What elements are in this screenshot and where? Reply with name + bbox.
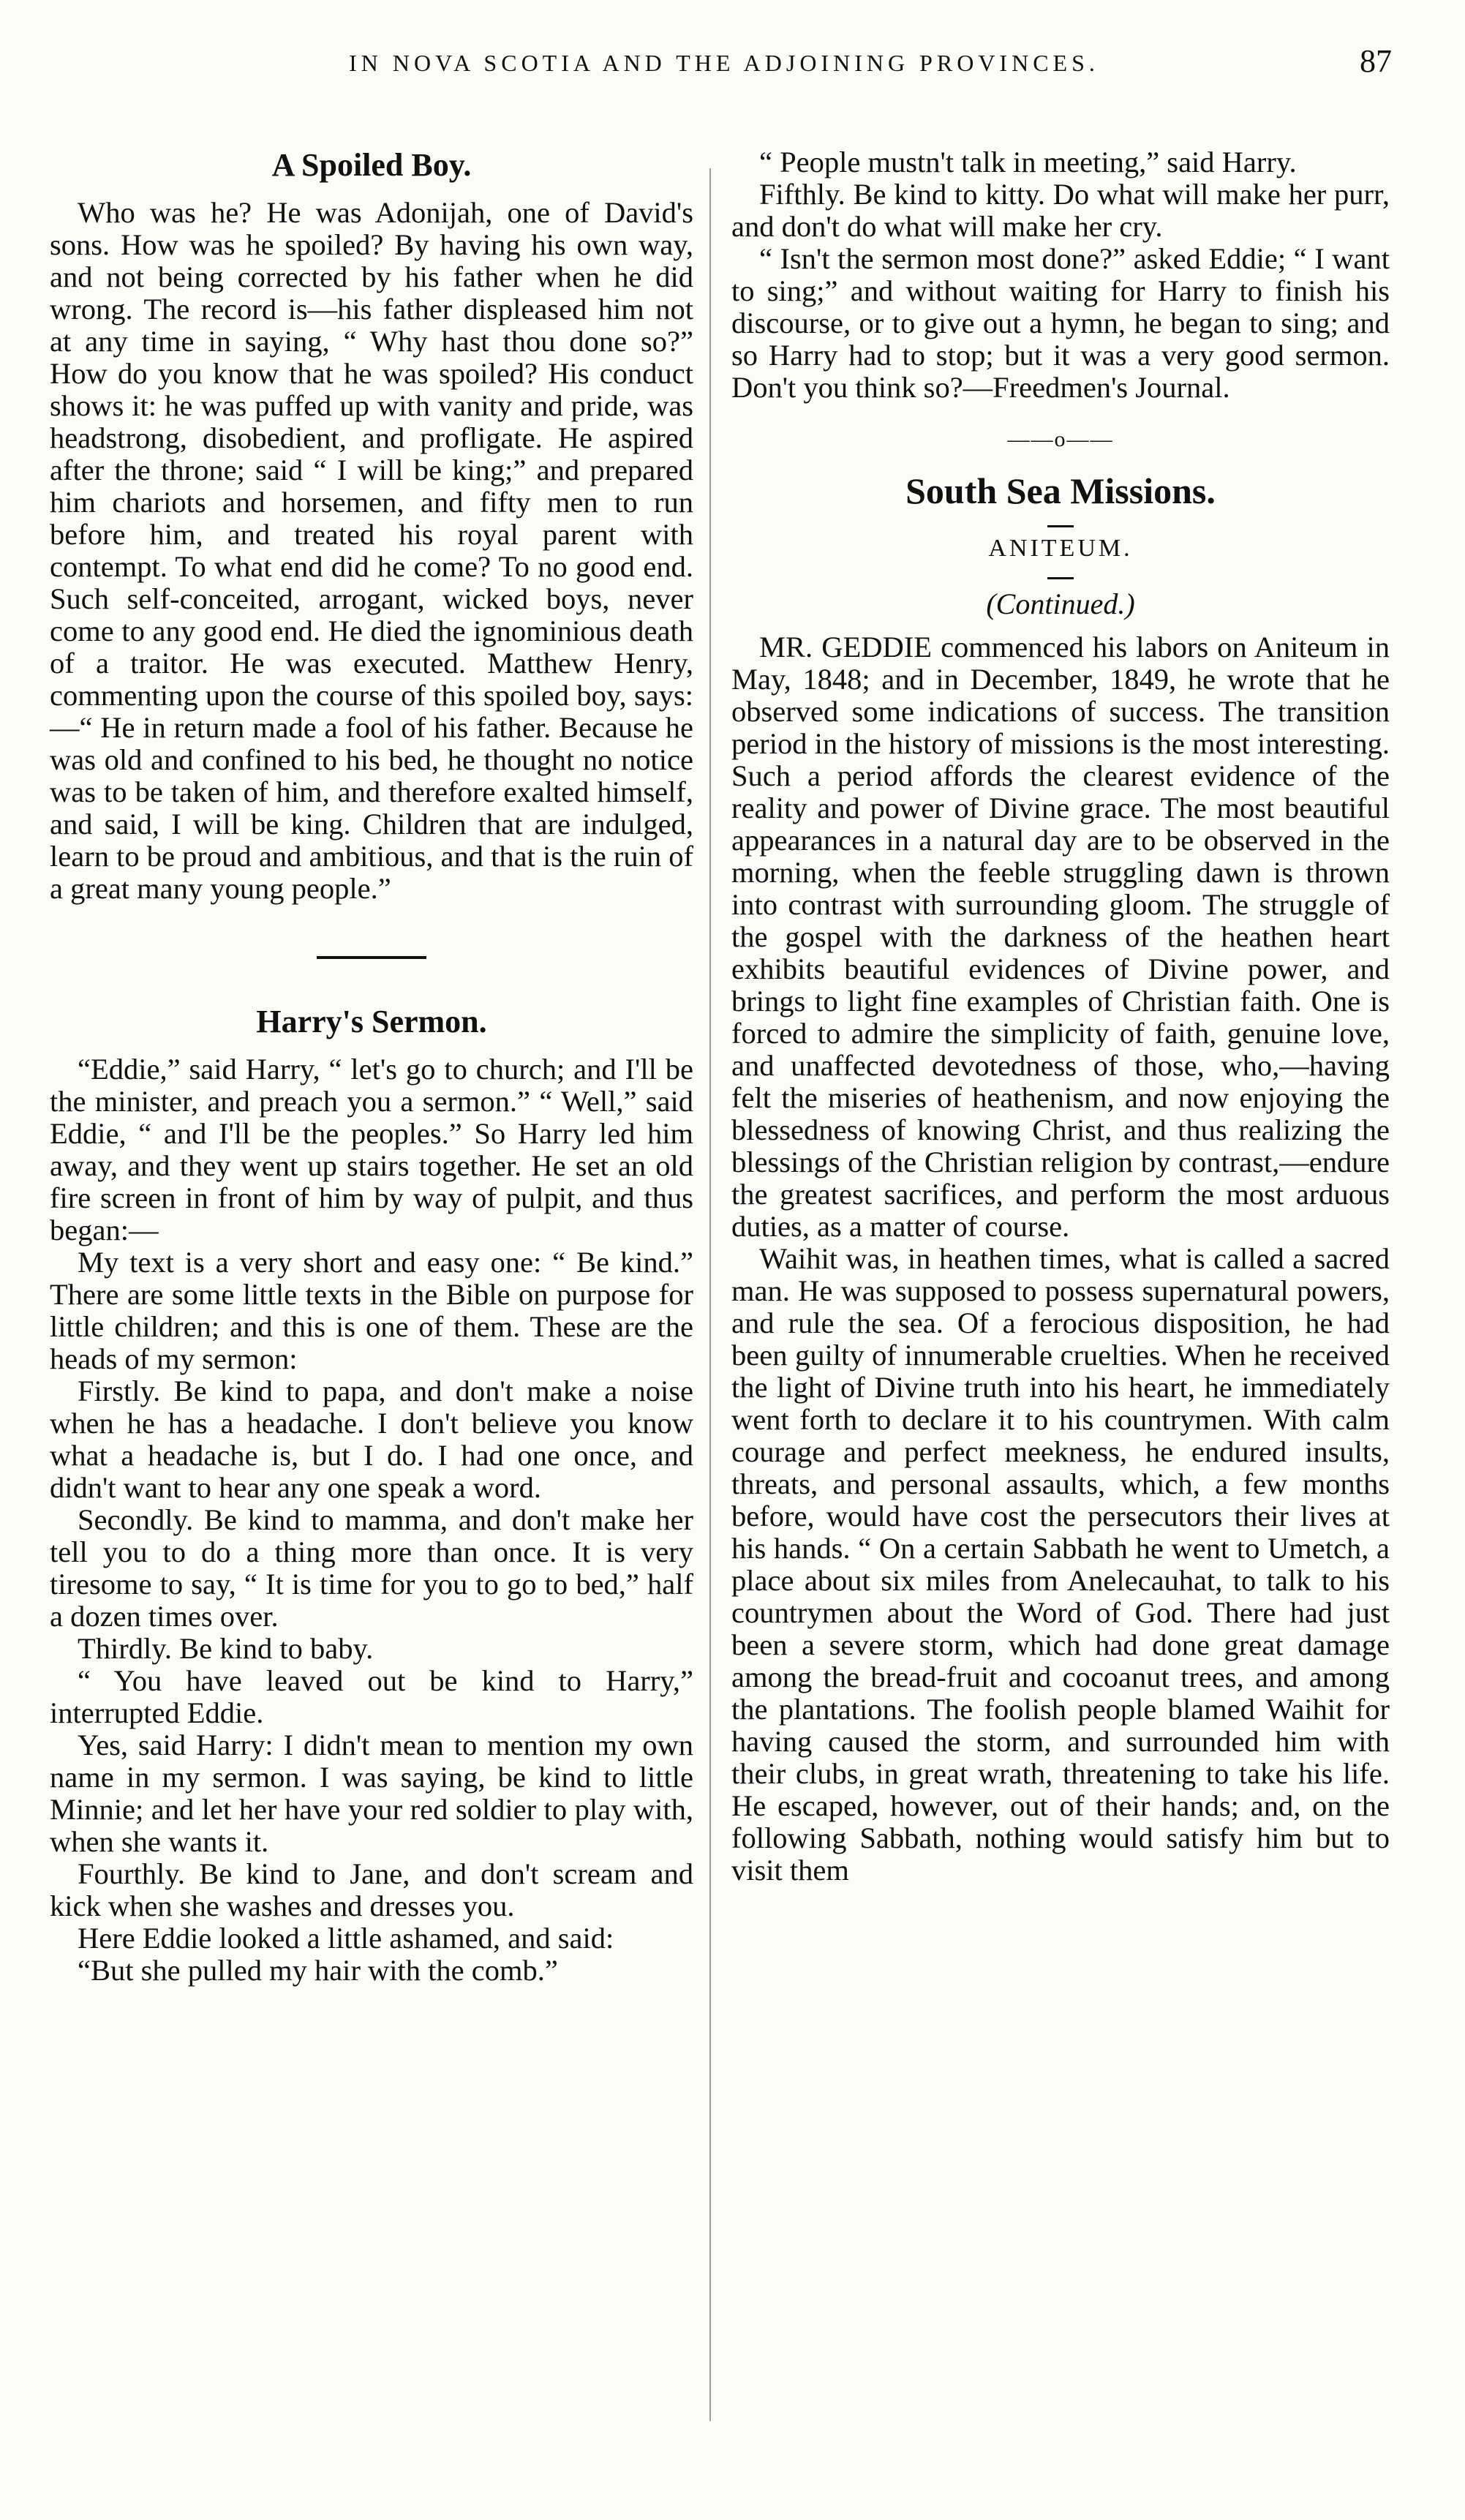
article-title-harrys-sermon: Harry's Sermon. [256,1004,487,1039]
paragraph: Thirdly. Be kind to baby. [78,1632,374,1665]
section-rule [317,956,426,959]
paragraph: “ Isn't the sermon most done?” asked Eddie; “ I want to sing;” and without waiting for Harry to finish his discourse, or to give out a hymn, he began to sing; and so Harry had to stop; but it was a very good sermon. Don't you think so?—Freedmen's Journal. [731,242,1390,404]
continued-note: (Continued.) [986,587,1135,620]
left-column [50,146,693,1987]
running-head: IN NOVA SCOTIA AND THE ADJOINING PROVINCES. [349,50,1099,76]
page-number: 87 [1360,43,1392,79]
article-title-spoiled-boy: A Spoiled Boy. [271,147,472,183]
paragraph: Yes, said Harry: I didn't mean to mention my own name in my sermon. I was saying, be kind to little Minnie; and let her have your red soldier to play with, when she wants it. [50,1729,693,1858]
right-column [731,146,1390,1887]
paragraph: Who was he? He was Adonijah, one of David's sons. How was he spoiled? By having his own way, and not being corrected by his father when he did wrong. The record is—his father displeased him not at any time in saying, “ Why hast thou done so?” How do you know that he was spoiled? His conduct shows it: he was puffed up with vanity and pride, was headstrong, disobedient, and profligate. He aspired after the throne; said “ I will be king;” and prepared him chariots and horsemen, and fifty men to run before him, and treated his royal parent with contempt. To what end did he come? To no good end. Such self-conceited, arrogant, wicked boys, never come to any good end. He died the ignominious death of a traitor. He was executed. Matthew Henry, commenting upon the course of this spoiled boy, says:—“ He in return made a fool of his father. Because he was old and confined to his bed, he thought no notice was to be taken of him, and therefore exalted himself, and said, I will be king. Children that are indulged, learn to be proud and ambitious, and that is the ruin of a great many young people.” [50,196,693,905]
paragraph: MR. GEDDIE commenced his labors on Aniteum in May, 1848; and in December, 1849, he wrote that he observed some indications of success. The transition period in the history of missions is the most interesting. Such a period affords the clearest evidence of the reality and power of Divine grace. The most beautiful appearances in a natural day are to be observed in the morning, when the feeble struggling dawn is thrown into contrast with surrounding gloom. The struggle of the gospel with the darkness of the heathen heart exhibits beautiful evidences of Divine power, and brings to light fine examples of Christian faith. One is forced to admire the simplicity of faith, genuine love, and unaffected devotedness of those, who,—having felt the miseries of heathenism, and now enjoying the blessedness of knowing Christ, and thus realizing the blessings of the Christian religion by contrast,—endure the greatest sacrifices, and perform the most arduous duties, as a matter of course. [731,631,1390,1243]
paragraph: Firstly. Be kind to papa, and don't make a noise when he has a headache. I don't believe you know what a headache is, but I do. I had one once, and didn't want to hear any one speak a word. [50,1374,693,1504]
title-rule [1047,525,1074,527]
paragraph: Here Eddie looked a little ashamed, and said: [78,1922,614,1955]
paragraph: Secondly. Be kind to mamma, and don't make her tell you to do a thing more than once. It is very tiresome to say, “ It is time for you to go to bed,” half a dozen times over. [50,1503,693,1633]
paragraph: Fourthly. Be kind to Jane, and don't scream and kick when she washes and dresses you. [50,1857,693,1922]
title-rule [1047,577,1074,579]
article-title-south-sea-missions: South Sea Missions. [905,470,1216,511]
paragraph: “But she pulled my hair with the comb.” [78,1954,558,1987]
article-subtitle: ANITEUM. [988,535,1133,562]
column-divider [709,168,711,2421]
section-separator: ——o—— [1007,427,1114,451]
paragraph: “ You have leaved out be kind to Harry,” interrupted Eddie. [50,1664,693,1729]
paragraph: “ People mustn't talk in meeting,” said Harry. [759,146,1297,178]
paragraph: Fifthly. Be kind to kitty. Do what will make her purr, and don't do what will make her cry. [731,178,1390,243]
paragraph: Waihit was, in heathen times, what is called a sacred man. He was supposed to possess supernatural powers, and rule the sea. Of a ferocious disposition, he had been guilty of innumerable cruelties. When he received the light of Divine truth into his heart, he immediately went forth to declare it to his countrymen. With calm courage and perfect meekness, he endured insults, threats, and personal assaults, which, a few months before, would have cost the persecutors their lives at his hands. “ On a certain Sabbath he went to Umetch, a place about six miles from Anelecauhat, to talk to his countrymen about the Word of God. There had just been a severe storm, which had done great damage among the bread-fruit and cocoanut trees, and among the plantations. The foolish people blamed Waihit for having caused the storm, and surrounded him with their clubs, in great wrath, threatening to take his life. He escaped, however, out of their hands; and, on the following Sabbath, nothing would satisfy him but to visit them [731,1242,1390,1887]
paragraph: “Eddie,” said Harry, “ let's go to church; and I'll be the minister, and preach you a sermon.” “ Well,” said Eddie, “ and I'll be the peoples.” So Harry led him away, and they went up stairs together. He set an old fire screen in front of him by way of pulpit, and thus began:— [50,1053,693,1246]
paragraph: My text is a very short and easy one: “ Be kind.” There are some little texts in the Bible on purpose for little children; and this is one of them. These are the heads of my sermon: [50,1246,693,1375]
